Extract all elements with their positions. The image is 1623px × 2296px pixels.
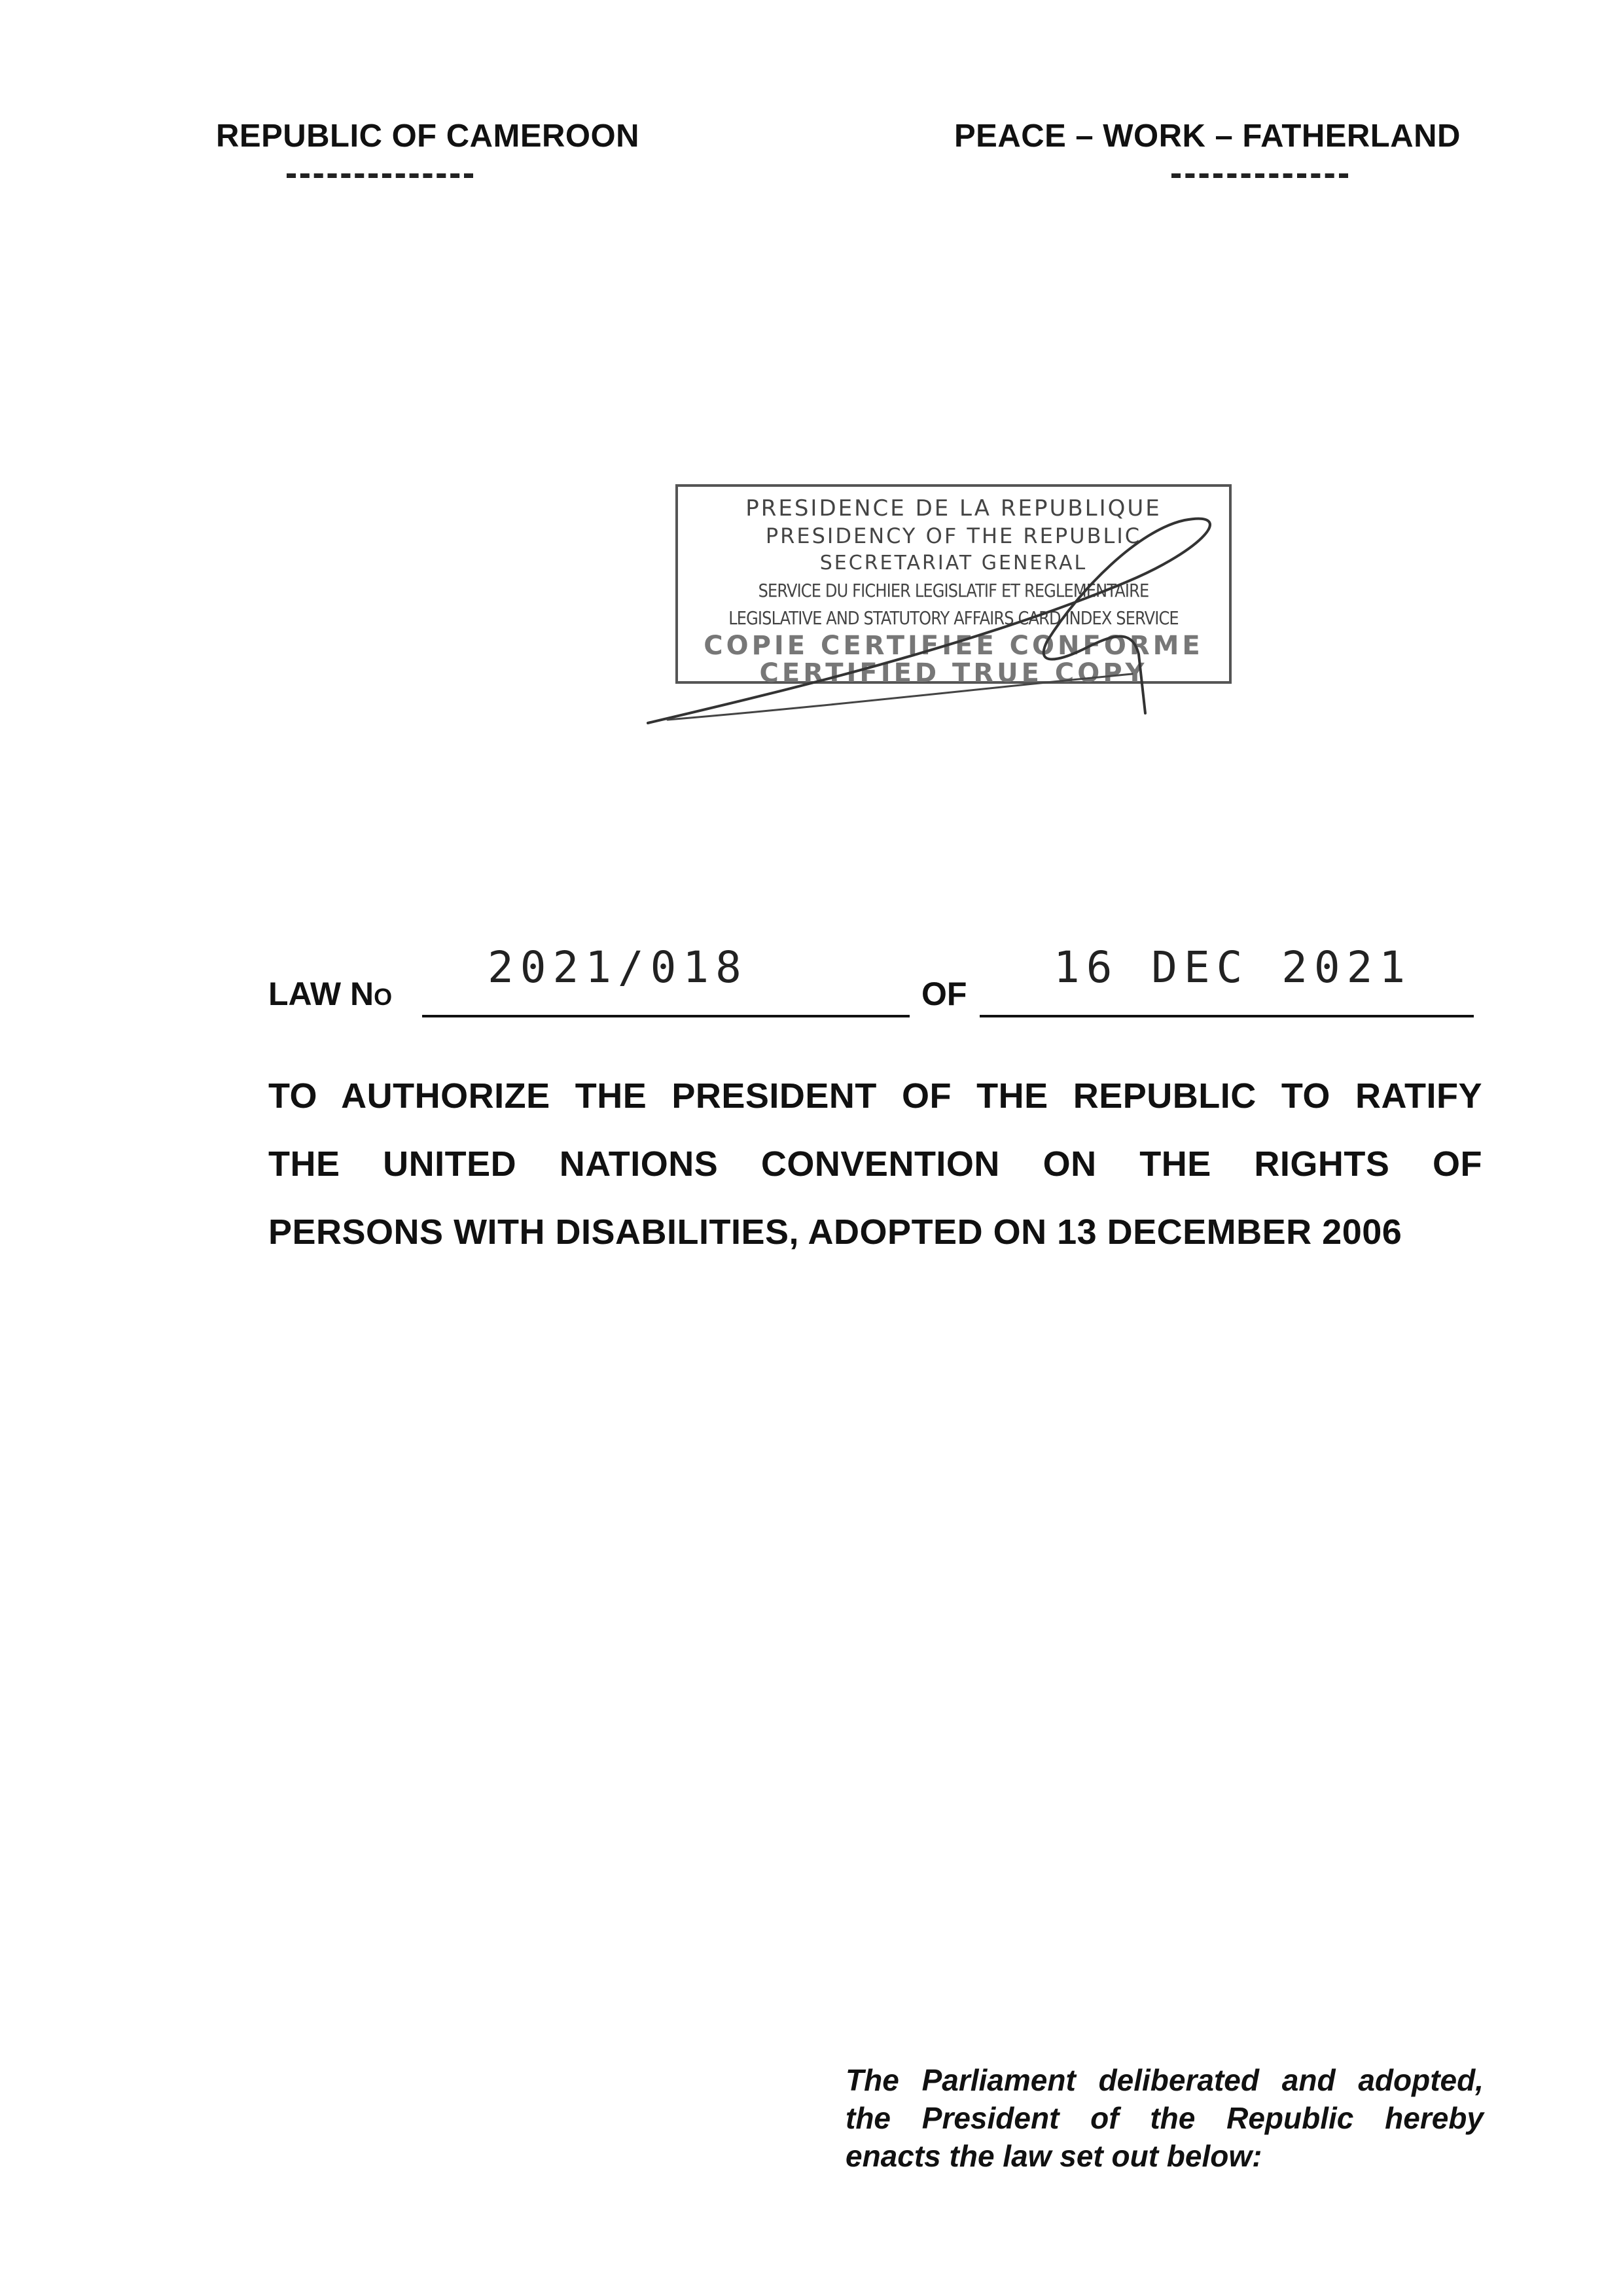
header-motto: PEACE – WORK – FATHERLAND xyxy=(954,118,1461,154)
stamp-line-4: SERVICE DU FICHIER LEGISLATIF ET REGLEMENTAIRE xyxy=(758,580,1149,601)
stamp-line-1: PRESIDENCE DE LA REPUBLIQUE xyxy=(745,495,1162,521)
header-left-divider xyxy=(287,173,473,178)
preamble-line-2: the President of the Republic hereby xyxy=(846,2101,1484,2135)
preamble-line-3: enacts the law set out below: xyxy=(846,2139,1262,2173)
law-number-label xyxy=(268,975,392,1013)
law-title-line-3: PERSONS WITH DISABILITIES, ADOPTED ON 13 DECEMBER 2006 xyxy=(268,1212,1402,1252)
stamp-line-7: CERTIFIED TRUE COPY xyxy=(759,658,1148,688)
header-right-divider xyxy=(1171,173,1348,178)
signature-icon xyxy=(628,497,1270,746)
law-title-line-1: TO AUTHORIZE THE PRESIDENT OF THE REPUBLIC TO RATIFY xyxy=(268,1076,1482,1116)
law-date-underline xyxy=(980,1015,1474,1017)
preamble-line-1: The Parliament deliberated and adopted, xyxy=(846,2063,1484,2097)
law-date-value: 16 DEC 2021 xyxy=(1054,942,1412,993)
law-number-value: 2021/018 xyxy=(488,942,748,993)
law-label-main: LAW N xyxy=(268,976,374,1012)
stamp-line-3: SECRETARIAT GENERAL xyxy=(819,552,1088,574)
stamp-line-6: COPIE CERTIFIEE CONFORME xyxy=(704,631,1204,661)
law-number-underline xyxy=(422,1015,910,1017)
law-of-label: OF xyxy=(921,976,967,1012)
stamp-line-5: LEGISLATIVE AND STATUTORY AFFAIRS CARD INDEX SERVICE xyxy=(728,607,1179,629)
law-title-line-2: THE UNITED NATIONS CONVENTION ON THE RIGHTS OF xyxy=(268,1144,1482,1184)
law-label-sub: O xyxy=(374,983,393,1010)
stamp-line-2: PRESIDENCY OF THE REPUBLIC xyxy=(765,523,1142,548)
enactment-preamble xyxy=(846,2061,1484,2175)
header-country: REPUBLIC OF CAMEROON xyxy=(216,118,639,154)
law-title xyxy=(268,1062,1482,1266)
